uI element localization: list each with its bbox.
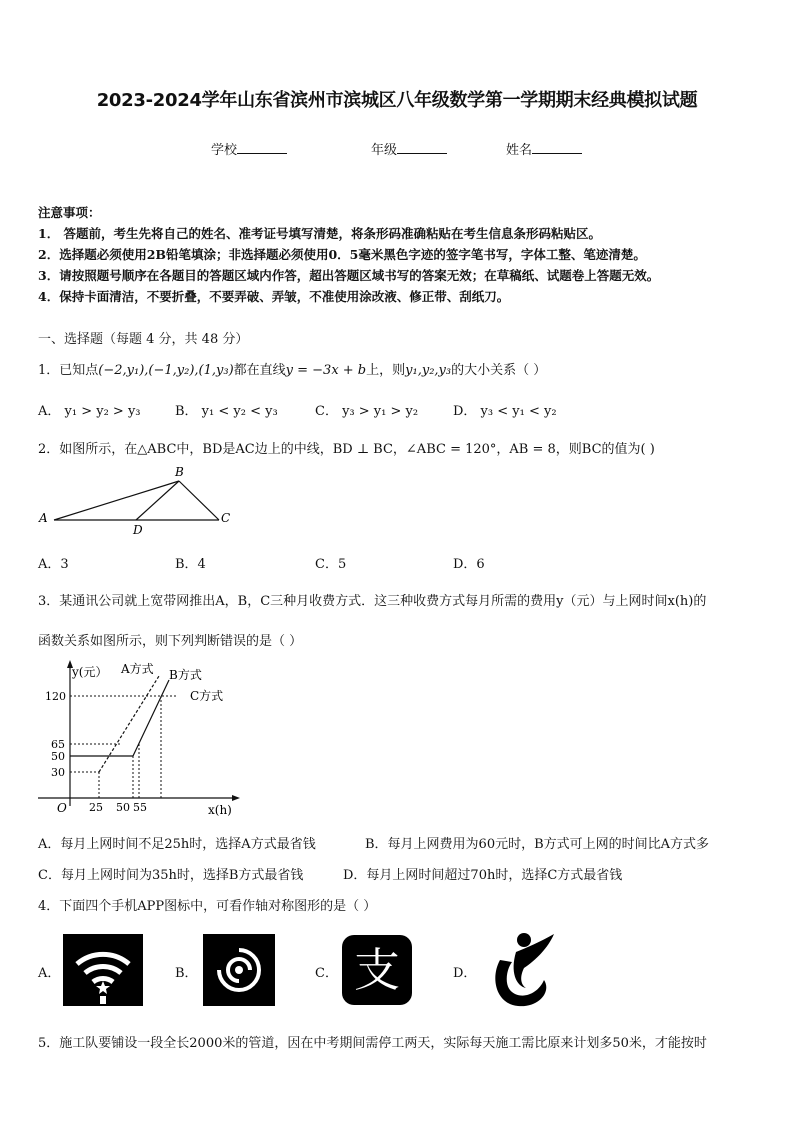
q4-option-b-label: B．	[175, 966, 198, 981]
figure-app-icon	[482, 930, 562, 1010]
question-5: 5．施工队要铺设一段全长2000米的管道，因在中考期间需停工两天，实际每天施工需比原来计划多50米，才能按时	[38, 1036, 707, 1051]
triangle-figure	[36, 464, 236, 539]
school-blank	[237, 141, 287, 154]
q1-vars: y₁,y₂,y₃	[405, 363, 452, 378]
q1-points: (−2,y₁),(−1,y₂),(1,y₃)	[98, 363, 234, 378]
notice-item: 2．选择题必须使用2B铅笔填涂；非选择题必须使用0．5毫米黑色字迹的签字笔书写，字体工整、笔迹清楚。	[38, 247, 646, 262]
q1-option-b: B． y₁ < y₂ < y₃	[175, 404, 278, 419]
q1-option-c: C． y₃ > y₁ > y₂	[315, 404, 419, 419]
name-label: 姓名	[506, 143, 533, 158]
grade-label: 年级	[371, 143, 398, 158]
series-b-label: B方式	[169, 668, 202, 682]
swirl-app-icon	[203, 934, 275, 1006]
y-tick-120: 120	[45, 690, 66, 703]
x-tick-50: 50	[116, 801, 130, 814]
q1-mid: 都在直线	[233, 363, 286, 378]
school-label: 学校	[211, 143, 238, 158]
q1-prefix: 1．已知点	[38, 363, 99, 378]
y-tick-30: 30	[51, 766, 65, 779]
q3-option-d: D．每月上网时间超过70h时，选择C方式最省钱	[343, 868, 623, 883]
q3-option-c: C．每月上网时间为35h时，选择B方式最省钱	[38, 868, 304, 883]
page-title: 2023-2024学年山东省滨州市滨城区八年级数学第一学期期末经典模拟试题	[96, 90, 698, 111]
label-d: D	[133, 523, 143, 537]
q1-line: y = −3x + b	[285, 363, 367, 378]
q3-option-a: A．每月上网时间不足25h时，选择A方式最省钱	[38, 837, 316, 852]
x-axis-label: x(h)	[208, 803, 232, 817]
wifi-app-icon	[63, 934, 143, 1006]
name-blank	[532, 141, 582, 154]
grade-blank	[397, 141, 447, 154]
notice-item: 4．保持卡面清洁，不要折叠，不要弄破、弄皱，不准使用涂改液、修正带、刮纸刀。	[38, 289, 510, 304]
q1-suffix2: 的大小关系（ ）	[451, 363, 547, 378]
y-axis-label: y(元）	[72, 665, 108, 679]
y-tick-65: 65	[51, 738, 65, 751]
grade-field	[371, 139, 447, 158]
q4-option-d-label: D．	[453, 966, 477, 981]
q3-option-b: B．每月上网费用为60元时，B方式可上网的时间比A方式多	[365, 837, 710, 852]
q4-option-a-label: A．	[38, 966, 61, 981]
series-a-line	[99, 676, 159, 772]
name-field	[506, 139, 582, 158]
question-3-line2: 函数关系如图所示，则下列判断错误的是（ ）	[38, 634, 303, 649]
question-2: 2．如图所示，在△ABC中，BD是AC边上的中线，BD ⊥ BC，∠ABC = 120°，AB = 8，则BC的值为( )	[38, 442, 655, 457]
section-heading: 一、选择题（每题 4 分，共 48 分）	[38, 332, 249, 347]
x-tick-25: 25	[89, 801, 103, 814]
label-a: A	[39, 511, 48, 525]
x-tick-55: 55	[133, 801, 147, 814]
q2-option-a: A．3	[38, 557, 69, 572]
q2-option-c: C．5	[315, 557, 347, 572]
fee-graph	[36, 656, 246, 824]
q2-option-b: B．4	[175, 557, 206, 572]
label-b: B	[175, 465, 184, 479]
question-1	[38, 359, 546, 378]
y-tick-50: 50	[51, 750, 65, 763]
q1-option-d: D． y₃ < y₁ < y₂	[453, 404, 557, 419]
notice-heading: 注意事项：	[38, 205, 101, 220]
q4-option-c-label: C．	[315, 966, 338, 981]
q1-suffix: 上，则	[366, 363, 406, 378]
alipay-app-icon: 支	[342, 935, 412, 1005]
question-4: 4．下面四个手机APP图标中，可看作轴对称图形的是（ ）	[38, 899, 377, 914]
school-field	[211, 139, 287, 158]
q1-option-a: A． y₁ > y₂ > y₃	[38, 404, 141, 419]
label-c: C	[221, 511, 231, 525]
question-3-line1: 3．某通讯公司就上宽带网推出A，B，C三种月收费方式．这三种收费方式每月所需的费用y（元）与上网时间x(h)的	[38, 594, 707, 609]
notice-item: 1． 答题前，考生先将自己的姓名、准考证号填写清楚，将条形码准确粘贴在考生信息条形码粘贴区。	[38, 226, 602, 241]
notice-item: 3．请按照题号顺序在各题目的答题区域内作答，超出答题区域书写的答案无效；在草稿纸、试题卷上答题无效。	[38, 268, 660, 283]
q2-option-d: D．6	[453, 557, 485, 572]
origin-label: O	[57, 801, 67, 815]
series-a-label: A方式	[121, 662, 154, 676]
series-c-label: C方式	[190, 689, 224, 703]
series-b-rise	[133, 680, 169, 756]
